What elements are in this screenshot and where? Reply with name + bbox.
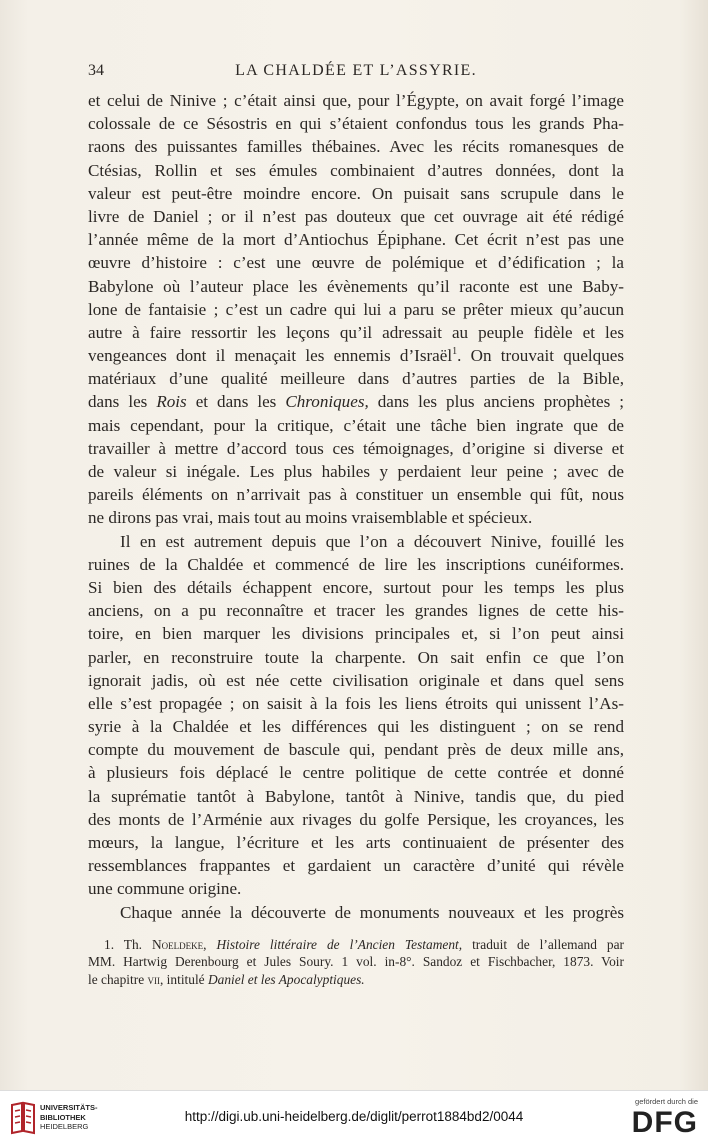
italic-title: Daniel et les Apocalyptiques.	[207, 971, 365, 987]
text-segment: vengeances dont il menaçait les ennemis d’Israël	[88, 346, 453, 366]
text-line: travailler à mettre d’accord tous ces témoignages, d’origine si diverse et	[88, 438, 624, 458]
text-line: anciens, on a pu reconnaître et tracer les grandes lignes de cette his-	[88, 601, 624, 621]
text-line: Si bien des détails échappent encore, surtout pour les temps les plus	[88, 577, 624, 597]
text-line: l’année même de la mort d’Antiochus Épiphane. Cet écrit n’est pas une	[88, 230, 624, 250]
page-number: 34	[88, 62, 104, 79]
funder-logo[interactable]	[618, 1097, 698, 1141]
text-line: Babylone où l’auteur place les évènements qu’il raconte est une Baby-	[88, 276, 624, 296]
footnote-line	[88, 971, 624, 988]
text-line: la suprématie tantôt à Babylone, tantôt à Ninive, tandis que, du pied	[88, 786, 624, 806]
library-name-line: BIBLIOTHEK	[40, 1112, 86, 1122]
text-line: lone de fantaisie ; c’est un cadre qui lui a paru se prêter mieux qu’aucun	[88, 299, 624, 319]
library-name-line: HEIDELBERG	[40, 1122, 89, 1131]
text-line	[88, 390, 624, 413]
text-line: ignorait jadis, où est née cette civilisation originale et dans quel sens	[88, 670, 624, 690]
text-line: elle s’est propagée ; on saisit à la fois les liens étroits qui unissent l’As-	[88, 693, 624, 713]
text-line: Il en est autrement depuis que l’on a découvert Ninive, fouillé les	[120, 531, 624, 551]
text-segment: le chapitre	[88, 971, 148, 987]
italic-title: Chroniques,	[285, 392, 369, 412]
text-line: mais cependant, pour la critique, c’était une tâche bien ingrate que de	[88, 415, 624, 435]
footnote-author: Noeldeke,	[152, 937, 207, 952]
text-segment: . On trouvait quelques	[457, 346, 624, 366]
text-segment: traduit de l’allemand par	[462, 937, 624, 952]
text-line: colossale de ce Sésostris en qui s’étaient confondus tous les grands Pha-	[88, 114, 624, 134]
text-line: autre à faire ressortir les leçons qu’il adressait au peuple fidèle et les	[88, 322, 624, 342]
text-line: pareils éléments on n’arrivait pas à constituer un ensemble qui fût, nous	[88, 485, 624, 505]
text-line: Ctésias, Rollin et ses émules combinaient d’autres données, dont la	[88, 160, 624, 180]
roman-numeral: vii	[147, 971, 160, 987]
text-line: à plusieurs fois déplacé le centre politique de cette contrée et donné	[88, 763, 624, 783]
text-line	[88, 344, 624, 367]
text-line: compte du mouvement de bascule qui, pendant près de deux mille ans,	[88, 740, 624, 760]
footnotes	[88, 936, 624, 988]
text-line: Chaque année la découverte de monuments nouveaux et les progrès	[120, 902, 624, 922]
text-line: syrie à la Chaldée et les différences qui les distinguent ; on se rend	[88, 717, 624, 737]
text-line: parler, en reconstruire toute la charpente. On sait enfin ce que l’on	[88, 647, 624, 667]
text-line: une commune origine.	[88, 879, 242, 899]
text-segment: et dans les	[186, 392, 286, 412]
footnote-number: 1. Th.	[104, 937, 143, 952]
text-line: ne dirons pas vrai, mais tout au moins vraisemblable et spécieux.	[88, 508, 533, 528]
italic-title: Rois	[156, 392, 187, 412]
footnote-work-title: Histoire littéraire de l’Ancien Testament,	[216, 937, 463, 952]
text-line: mœurs, la langue, l’écriture et les arts continuaient de présenter des	[88, 833, 624, 852]
text-line: œuvre d’histoire : c’est une œuvre de polémique et d’édification ; la	[88, 253, 624, 273]
text-segment: dans les	[88, 392, 148, 412]
text-line: toire, en bien marquer les divisions principales et, si l’on peut ainsi	[88, 624, 624, 644]
permalink-url[interactable]: http://digi.ub.uni-heidelberg.de/diglit/perrot1884bd2/0044	[184, 1109, 524, 1124]
footnote-line	[88, 936, 624, 953]
running-title: LA CHALDÉE ET L’ASSYRIE.	[235, 62, 477, 79]
running-head	[88, 62, 624, 84]
text-segment: , intitulé	[159, 971, 208, 987]
funder-caption: gefördert durch die	[635, 1097, 698, 1106]
text-line: livre de Daniel ; or il n’est pas douteux que cet ouvrage ait été rédigé	[88, 206, 624, 226]
footer-bar	[0, 1090, 708, 1146]
text-line: et celui de Ninive ; c’était ainsi que, pour l’Égypte, on avait forgé l’image	[88, 91, 624, 110]
footnote-line: MM. Hartwig Derenbourg et Jules Soury. 1 vol. in-8°. Sandoz et Fischbacher, 1873. Voir	[88, 954, 624, 970]
text-line: des monts de l’Arménie aux rivages du golfe Persique, les croyances, les	[88, 809, 624, 829]
footnote-ref[interactable]: 1	[452, 346, 458, 358]
text-line: de valeur si inégale. Les plus habiles y perdaient leur peine ; avec de	[88, 462, 624, 481]
text-line: ressemblances frappantes et gardaient un caractère d’unité qui révèle	[88, 856, 624, 876]
text-segment: dans les plus anciens prophètes ;	[368, 392, 624, 412]
library-name-line: UNIVERSITÄTS-	[40, 1103, 98, 1112]
text-line: matériaux d’une qualité meilleure dans d’autres parties de la Bible,	[88, 369, 624, 389]
funder-name: DFG	[631, 1106, 698, 1139]
text-line: raons des puissantes familles thébaines. Avec les récits romanesques de	[88, 137, 624, 157]
text-line: valeur est peut-être moindre encore. On puisait sans scrupule dans le	[88, 183, 624, 203]
body-text	[88, 89, 624, 924]
text-line: ruines de la Chaldée et commencé de lire les inscriptions cunéiformes.	[88, 554, 624, 574]
